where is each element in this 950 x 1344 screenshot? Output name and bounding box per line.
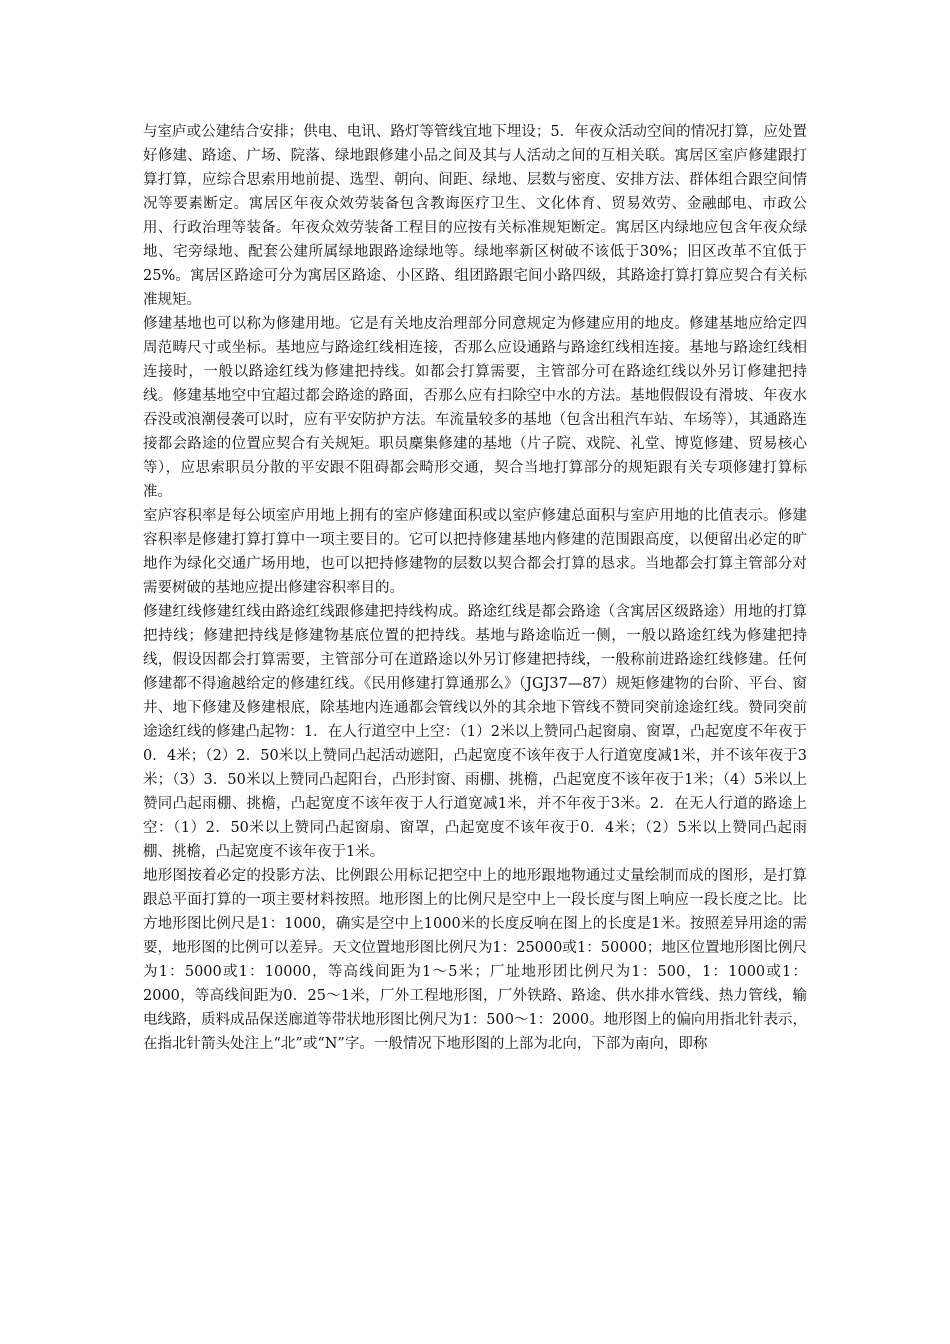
document-body — [143, 120, 807, 1056]
paragraph-residential-planning: 与室庐或公建结合安排；供电、电讯、路灯等管线宜地下埋设；5．年夜众活动空间的情况打算，应处置好修建、路途、广场、院落、绿地跟修建小品之间及其与人活动之间的互相关联。寓居区室庐修建跟打算打算，应综合思索用地前提、选型、朝向、间距、绿地、层数与密度、安排方法、群体组合跟空间情况等要素断定。寓居区年夜众效劳装备包含教诲医疗卫生、文化体育、贸易效劳、金融邮电、市政公用、行政治理等装备。年夜众效劳装备工程目的应按有关标准规矩断定。寓居区内绿地应包含年夜众绿地、宅旁绿地、配套公建所属绿地跟路途绿地等。绿地率新区树破不该低于30%；旧区改革不宜低于25%。寓居区路途可分为寓居区路途、小区路、组团路跟宅间小路四级，其路途打算打算应契合有关标准规矩。 — [143, 124, 807, 308]
paragraph-building-site: 修建基地也可以称为修建用地。它是有关地皮治理部分同意规定为修建应用的地皮。修建基地应给定四周范畴尺寸或坐标。基地应与路途红线相连接，否那么应设通路与路途红线相连接。基地与路途红线相连接时，一般以路途红线为修建把持线。如都会打算需要，主管部分可在路途红线以外另订修建把持线。修建基地空中宜超过都会路途的路面，否那么应有扫除空中水的方法。基地假假设有滑坡、年夜水吞没或浪潮侵袭可以时，应有平安防护方法。车流量较多的基地（包含出租汽车站、车场等），其通路连接都会路途的位置应契合有关规矩。职员麇集修建的基地（片子院、戏院、礼堂、博览修建、贸易核心等），应思索职员分散的平安跟不阻碍都会畸形交通，契合当地打算部分的规矩跟有关专项修建打算标准。 — [143, 316, 807, 500]
paragraph-building-red-line: 修建红线修建红线由路途红线跟修建把持线构成。路途红线是都会路途（含寓居区级路途）用地的打算把持线；修建把持线是修建物基底位置的把持线。基地与路途临近一侧，一般以路途红线为修建把持线，假设因都会打算需要，主管部分可在道路途以外另订修建把持线，一般称前进路途红线修建。任何修建都不得逾越给定的修建红线。《民用修建打算通那么》（JGJ37—87）规矩修建物的台阶、平台、窗井、地下修建及修建根底，除基地内连通都会管线以外的其余地下管线不赞同突前途途红线。赞同突前途途红线的修建凸起物：1．在人行道空中上空：（1）2米以上赞同凸起窗扇、窗罩，凸起宽度不年夜于0．4米；（2）2．50米以上赞同凸起活动遮阳，凸起宽度不该年夜于人行道宽度减1米，并不该年夜于3米；（3）3．50米以上赞同凸起阳台，凸形封窗、雨棚、挑檐，凸起宽度不该年夜于1米；（4）5米以上赞同凸起雨棚、挑檐，凸起宽度不该年夜于人行道宽减1米，并不年夜于3米。2．在无人行道的路途上空：（1）2．50米以上赞同凸起窗扇、窗罩，凸起宽度不该年夜于0．4米；（2）5米以上赞同凸起雨棚、挑檐，凸起宽度不该年夜于1米。 — [143, 604, 807, 860]
paragraph-topographic-map: 地形图按着必定的投影方法、比例跟公用标记把空中上的地形跟地物通过丈量绘制而成的图形，是打算跟总平面打算的一项主要材料按照。地形图上的比例尺是空中上一段长度与图上响应一段长度之比。比方地形图比例尺是1：1000，确实是空中上1000米的长度反响在图上的长度是1米。按照差异用途的需要，地形图的比例可以差异。天文位置地形图比例尺为1：25000或1：50000；地区位置地形图比例尺为1：5000或1：10000，等高线间距为1～5米；厂址地形团比例尺为1：500，1：1000或1：2000，等高线间距为0．25～1米，厂外工程地形图，厂外铁路、路途、供水排水管线、热力管线，输电线路，质料成品保送廊道等带状地形图比例尺为1：500～1：2000。地形图上的偏向用指北针表示，在指北针箭头处注上“北”或“N”字。一般情况下地形图的上部为北向，下部为南向，即称 — [143, 868, 807, 1052]
paragraph-floor-area-ratio: 室庐容积率是每公顷室庐用地上拥有的室庐修建面积或以室庐修建总面积与室庐用地的比值表示。修建容积率是修建打算打算中一项主要目的。它可以把持修建基地内修建的范围跟高度，以便留出必定的旷地作为绿化交通广场用地，也可以把持修建物的层数以契合都会打算的恳求。当地都会打算主管部分对需要树破的基地应提出修建容积率目的。 — [143, 508, 807, 596]
